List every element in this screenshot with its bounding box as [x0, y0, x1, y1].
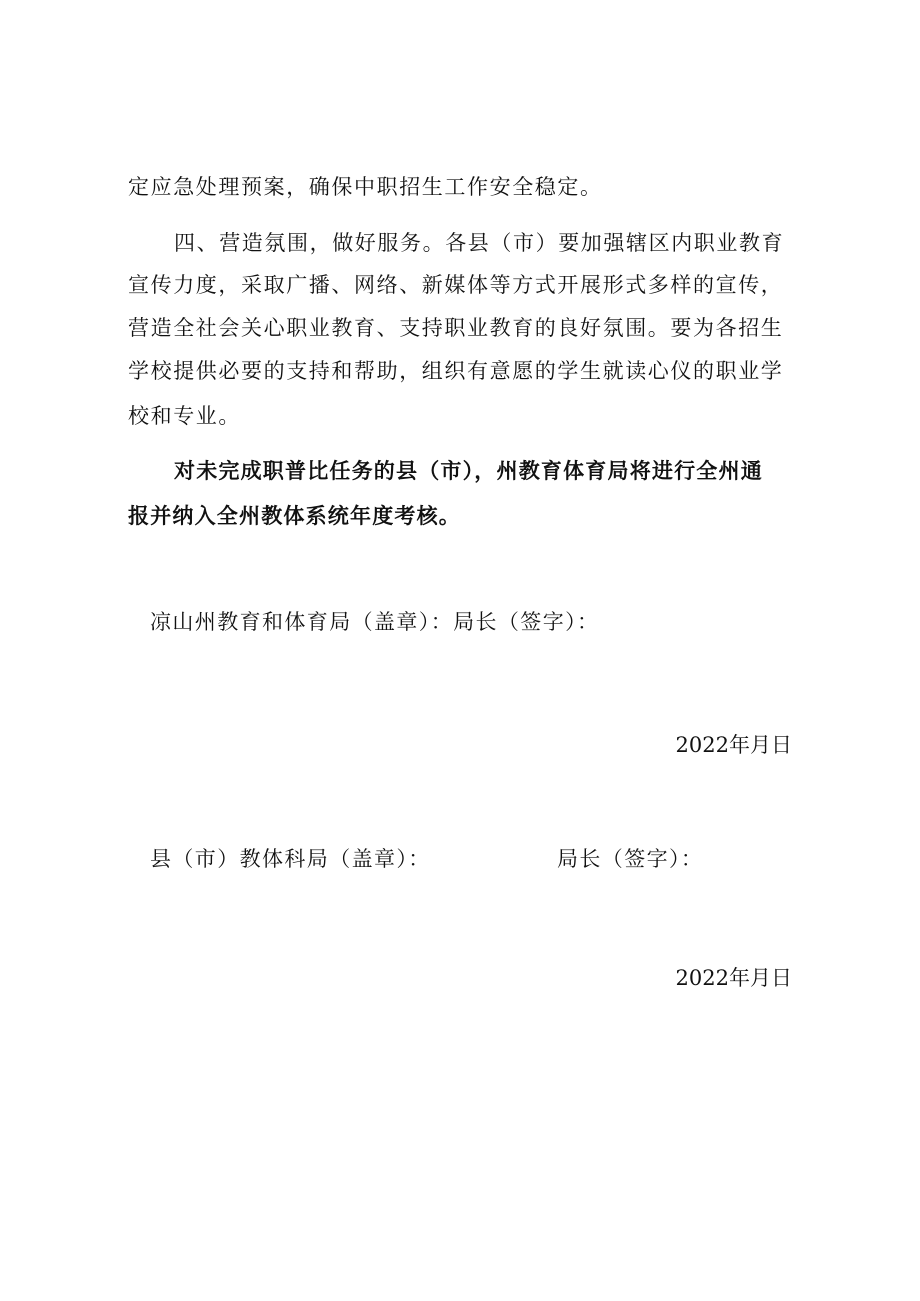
- paragraph-line: 营造全社会关心职业教育、支持职业教育的良好氛围。要为各招生: [128, 316, 784, 340]
- bold-paragraph-line: 对未完成职普比任务的县（市），州教育体育局将进行全州通: [174, 459, 763, 483]
- paragraph-line: 学校提供必要的支持和帮助，组织有意愿的学生就读心仪的职业学: [128, 359, 784, 383]
- paragraph-line: 宣传力度，采取广播、网络、新媒体等方式开展形式多样的宣传，: [128, 273, 784, 297]
- paragraph-line: 校和专业。: [128, 404, 241, 428]
- paragraph-line: 四、营造氛围，做好服务。各县（市）要加强辖区内职业教育: [174, 231, 785, 255]
- signature-date: 2022年月日: [675, 966, 792, 990]
- paragraph-line: 定应急处理预案，确保中职招生工作安全稳定。: [128, 175, 603, 199]
- signature-date: 2022年月日: [675, 733, 792, 757]
- signature-county-head: 局长（签字）：: [557, 847, 704, 871]
- signature-county-bureau: 县（市）教体科局（盖章）：: [150, 847, 431, 871]
- signature-block-state-bureau: 凉山州教育和体育局（盖章）：局长（签字）：: [150, 610, 600, 634]
- bold-paragraph-line: 报并纳入全州教体系统年度考核。: [128, 504, 461, 528]
